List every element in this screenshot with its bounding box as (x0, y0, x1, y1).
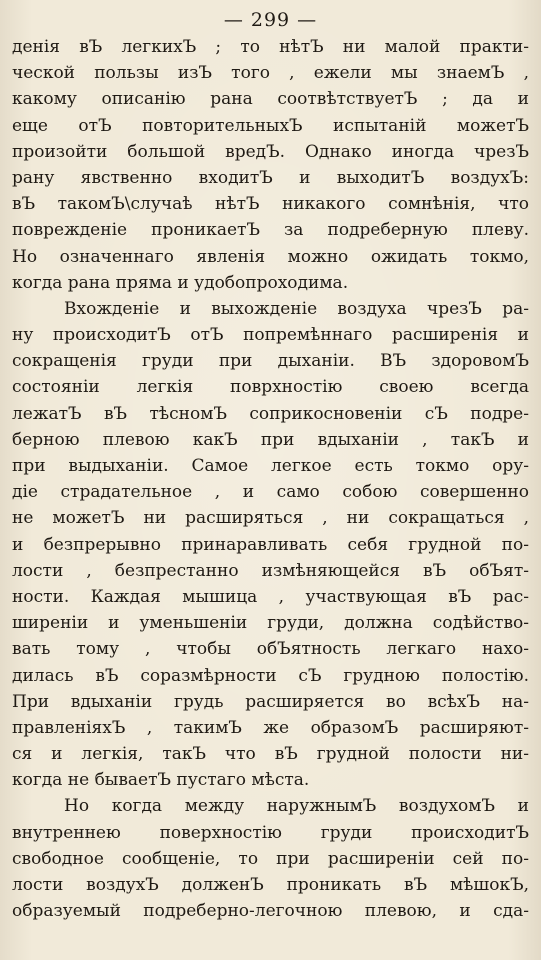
text-line: лежатЪ вЪ тѣсномЪ соприкосновеніи сЪ подре- (12, 403, 529, 424)
body-text (12, 34, 529, 924)
page-number: — 299 — (223, 9, 318, 31)
text-line: діе страдательное , и само собою совершенно (12, 482, 529, 503)
text-line: состояніи легкія поврхностію своею всегда (12, 377, 529, 398)
text-line: правленіяхЪ , такимЪ же образомЪ расширяют- (12, 717, 529, 738)
text-line: свободное сообщеніе, то при расширеніи сей по- (12, 848, 529, 869)
paragraph-first-line: Вхожденіе и выхожденіе воздуха чрезЪ ра- (64, 298, 529, 319)
text-line: не можетЪ ни расширяться , ни сокращаться , (12, 508, 529, 529)
text-line: еще отЪ повторительныхЪ испытаній можетЪ (12, 115, 529, 136)
text-line: образуемый подреберно-легочною плевою, и сда- (12, 901, 529, 922)
text-line: денія вЪ легкихЪ ; то нѣтЪ ни малой практи- (12, 37, 529, 57)
text-line: При вдыханіи грудь расширяется во всѣхЪ на- (12, 691, 529, 712)
text-line: какому описанію рана соотвѣтствуетЪ ; да и (12, 89, 529, 110)
paragraph-last-line: когда рана пряма и удобопроходима. (12, 272, 349, 293)
text-line: вЪ такомЪ\случаѣ нѣтЪ никакого сомнѣнія, что (12, 194, 529, 215)
text-line: лости , безпрестанно измѣняющейся вЪ обЪят- (12, 560, 529, 581)
text-line: ну происходитЪ отЪ попремѣннаго расширенія и (12, 325, 529, 346)
text-line: произойти большой вредЪ. Однако иногда чрезЪ (12, 141, 529, 162)
text-line: берною плевою какЪ при вдыханіи , такЪ и (12, 429, 529, 450)
text-line: поврежденіе проникаетЪ за подреберную плеву. (12, 220, 529, 241)
text-line: дилась вЪ соразмѣрности сЪ грудною полостію. (12, 665, 529, 686)
text-line: ческой пользы изЪ того , ежели мы знаемЪ , (12, 63, 529, 84)
text-line: сокращенія груди при дыханіи. ВЪ здоровомЪ (12, 351, 529, 372)
text-line: вать тому , чтобы обЪятность легкаго нахо- (12, 639, 529, 660)
text-line: ности. Каждая мышица , участвующая вЪ рас- (12, 586, 529, 607)
text-line: при выдыханіи. Самое легкое есть токмо ору- (12, 456, 529, 476)
text-line: и безпрерывно принаравливать себя грудной по- (12, 534, 529, 555)
text-line: внутреннею поверхностію груди происходитЪ (12, 822, 529, 843)
text-line: ся и легкія, такЪ что вЪ грудной полости ни- (12, 744, 529, 765)
text-line: лости воздухЪ долженЪ проникать вЪ мѣшокЪ, (12, 875, 529, 895)
paragraph-first-line: Но когда между наружнымЪ воздухомЪ и (64, 796, 529, 817)
paragraph-last-line: когда не бываетЪ пустаго мѣста. (12, 770, 310, 791)
text-line: ширеніи и уменьшеніи груди, должна содѣйство- (12, 613, 529, 634)
text-line: Но означеннаго явленія можно ожидать токмо, (12, 246, 529, 267)
text-line: рану явственно входитЪ и выходитЪ воздухЪ: (12, 167, 529, 188)
